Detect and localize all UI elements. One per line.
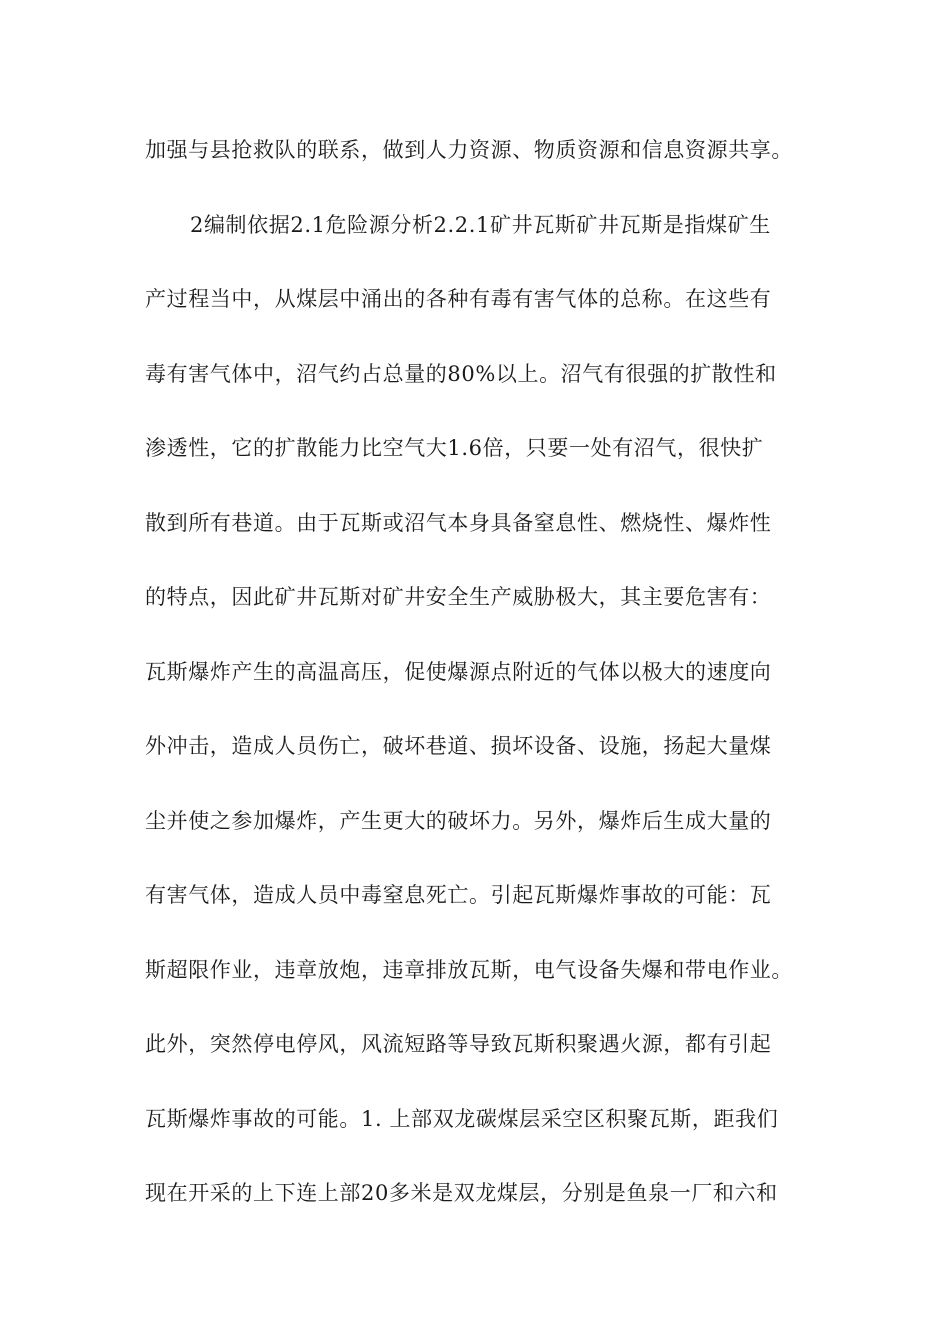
text-line-12: 斯超限作业，违章放炮，违章排放瓦斯，电气设备失爆和带电作业。: [145, 957, 793, 982]
text-line-5: 渗透性，它的扩散能力比空气大1.6倍，只要一处有沼气，很快扩: [145, 436, 764, 460]
text-line-4: 毒有害气体中，沼气约占总量的80%以上。沼气有很强的扩散性和: [145, 361, 777, 386]
text-line-7: 的特点，因此矿井瓦斯对矿井安全生产威胁极大，其主要危害有：: [145, 585, 772, 609]
text-line-13: 此外，突然停电停风，风流短路等导致瓦斯积聚遇火源，都有引起: [145, 1032, 772, 1056]
text-line-8: 瓦斯爆炸产生的高温高压，促使爆源点附近的气体以极大的速度向: [145, 659, 772, 684]
text-line-1: 加强与县抢救队的联系，做到人力资源、物质资源和信息资源共享。: [145, 138, 793, 162]
text-line-11: 有害气体，造成人员中毒窒息死亡。引起瓦斯爆炸事故的可能：瓦: [145, 883, 772, 907]
text-line-2: 2编制依据2.1危险源分析2.2.1矿井瓦斯矿井瓦斯是指煤矿生: [190, 212, 771, 237]
text-line-3: 产过程当中，从煤层中涌出的各种有毒有害气体的总称。在这些有: [145, 287, 772, 311]
text-line-14: 瓦斯爆炸事故的可能。1. 上部双龙碳煤层采空区积聚瓦斯，距我们: [145, 1106, 779, 1131]
text-line-9: 外冲击，造成人员伤亡，破坏巷道、损坏设备、设施，扬起大量煤: [145, 734, 772, 758]
text-line-15: 现在开采的上下连上部20多米是双龙煤层，分别是鱼泉一厂和六和: [145, 1181, 778, 1205]
text-line-10: 尘并使之参加爆炸，产生更大的破坏力。另外，爆炸后生成大量的: [145, 808, 772, 833]
body-text: [145, 130, 825, 1248]
text-line-6: 散到所有巷道。由于瓦斯或沼气本身具备窒息性、燃烧性、爆炸性: [145, 510, 772, 535]
